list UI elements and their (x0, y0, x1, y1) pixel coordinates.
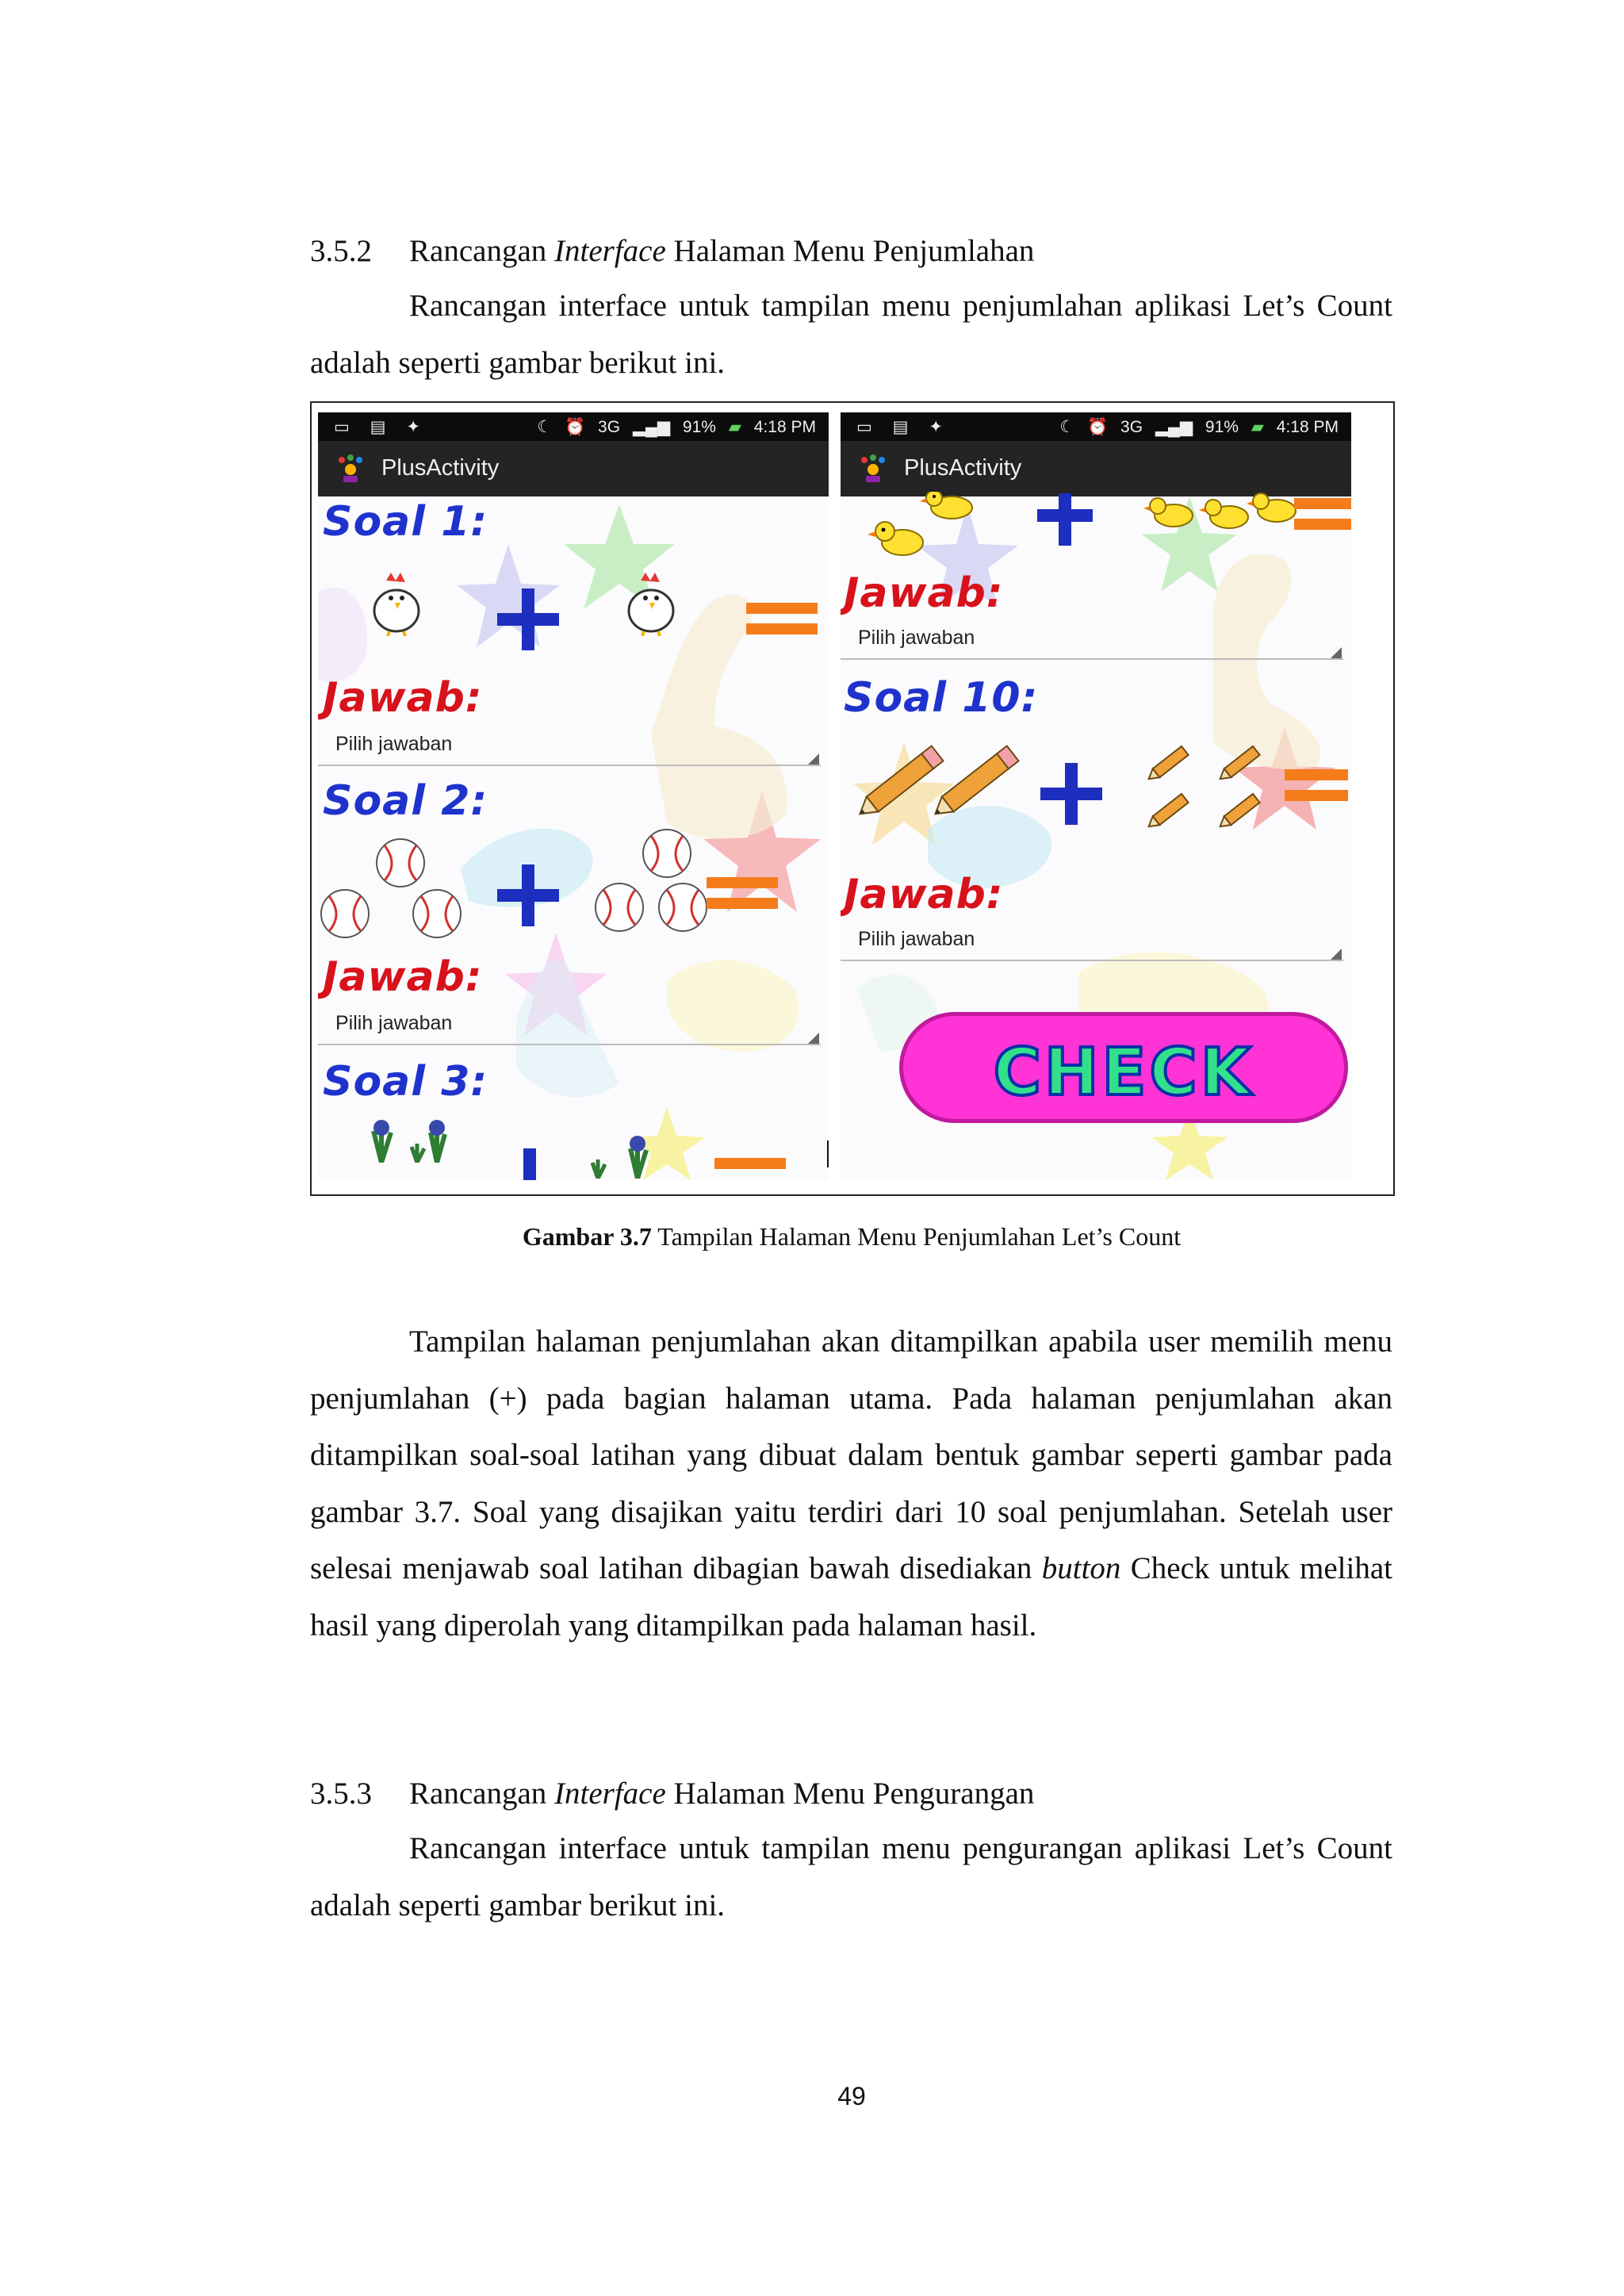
plus-icon (1037, 760, 1105, 828)
app-logo-icon (858, 454, 888, 484)
answer-1-dropdown[interactable] (318, 730, 821, 766)
caption-label: Gambar 3.7 (522, 1222, 652, 1251)
network-label: 3G (1120, 418, 1143, 436)
quiz-content[interactable] (318, 496, 829, 1180)
paragraph-text-b: Check untuk melihat hasil yang diperolah yang ditampilkan pada halaman hasil. (310, 1551, 1392, 1642)
answer-1-label: Jawab: (323, 674, 483, 722)
equals-icon-partial (714, 1155, 786, 1174)
equals-icon (707, 874, 778, 914)
phone-screen-left (318, 412, 829, 1180)
app-title: PlusActivity (904, 455, 1022, 481)
paragraph-text-a: Tampilan halaman penjumlahan akan ditampilkan apabila user memilih menu penjumlahan (+) pada bagian halaman utama. Pada halaman penjumlahan akan ditampilkan soal-soal latihan yang dibuat dalam bentuk gambar seperti gambar pada gambar 3.7. Soal yang disajikan yaitu terdiri dari 10 soal penjumlahan. Setelah user selesai menjawab soal latihan dibagian bawah disediakan (310, 1324, 1392, 1585)
signal-icon: ▂▄▆ (632, 418, 671, 436)
app-bar (841, 441, 1351, 496)
heading-text-pre: Rancangan (409, 1777, 555, 1811)
battery-icon: ▰ (1251, 418, 1264, 436)
body-paragraph (310, 1313, 1392, 1654)
dropdown-placeholder: Pilih jawaban (335, 733, 453, 755)
answer-10-label: Jawab: (844, 871, 1004, 918)
clock: 4:18 PM (753, 418, 816, 436)
figure-caption (0, 1219, 1624, 1254)
section-intro-3-5-2: Rancangan interface untuk tampilan menu penjumlahan aplikasi Let’s Count adalah seperti gambar berikut ini. (310, 289, 1392, 380)
status-bar (318, 412, 829, 441)
battery-percent: 91% (1205, 418, 1239, 436)
plus-icon (494, 861, 562, 930)
notification-icons: ▭ ▤ ✦ (334, 418, 428, 436)
heading-text-em: Interface (554, 1777, 666, 1811)
answer-9-dropdown[interactable] (841, 623, 1343, 660)
dropdown-arrow-icon (1331, 647, 1342, 658)
dropdown-placeholder: Pilih jawaban (335, 1012, 453, 1034)
dropdown-placeholder: Pilih jawaban (858, 627, 975, 649)
app-bar (318, 441, 829, 496)
chicken-icon (369, 571, 424, 636)
section-intro-3-5-3: Rancangan interface untuk tampilan menu pengurangan aplikasi Let’s Count adalah seperti gambar berikut ini. (310, 1831, 1392, 1922)
section-number: 3.5.3 (310, 1777, 372, 1811)
paragraph-text-em: button (1041, 1551, 1121, 1585)
caption-text: Tampilan Halaman Menu Penjumlahan Let’s Count (651, 1222, 1182, 1251)
signal-icon: ▂▄▆ (1155, 418, 1193, 436)
equals-icon (1294, 496, 1351, 536)
alarm-icon: ⏰ (1087, 418, 1109, 436)
clock: 4:18 PM (1276, 418, 1339, 436)
chicken-icon (623, 571, 679, 636)
status-right (1051, 417, 1339, 437)
heading-text-pre: Rancangan (409, 234, 555, 268)
answer-10-dropdown[interactable] (841, 925, 1343, 961)
answer-2-dropdown[interactable] (318, 1009, 821, 1045)
equals-icon (1285, 766, 1348, 806)
answer-2-label: Jawab: (323, 953, 483, 1001)
status-bar (841, 412, 1351, 441)
figure-screenshots (310, 401, 1395, 1196)
equals-icon (746, 600, 818, 639)
section-heading-3-5-3 (310, 1773, 1034, 1815)
phone-screen-right (841, 412, 1351, 1180)
answer-9-label: Jawab: (844, 569, 1004, 617)
question-2-label: Soal 2: (323, 777, 488, 825)
heading-text-post: Halaman Menu Pengurangan (665, 1777, 1035, 1811)
section-heading-3-5-2 (310, 231, 1034, 272)
moon-icon: ☾ (537, 418, 553, 436)
pencil-group-icon (852, 741, 1026, 828)
question-10-label: Soal 10: (844, 674, 1039, 722)
dropdown-arrow-icon (808, 753, 819, 765)
question-3-label: Soal 3: (323, 1058, 488, 1106)
small-pencil-group-icon (1139, 739, 1281, 834)
duck-group-icon (864, 492, 991, 563)
plus-icon-partial (520, 1148, 539, 1180)
section-number: 3.5.2 (310, 234, 372, 268)
question-1-label: Soal 1: (323, 498, 488, 546)
notification-icons: ▭ ▤ ✦ (856, 418, 951, 436)
network-label: 3G (598, 418, 621, 436)
app-logo-icon (335, 454, 366, 484)
check-button[interactable] (899, 1012, 1348, 1123)
dropdown-arrow-icon (1331, 949, 1342, 960)
text-cursor (827, 1140, 829, 1167)
plus-icon (1037, 493, 1093, 546)
alarm-icon: ⏰ (565, 418, 586, 436)
heading-text-post: Halaman Menu Penjumlahan (665, 234, 1035, 268)
plant-icon (578, 1131, 665, 1179)
moon-icon: ☾ (1059, 418, 1075, 436)
page-number: 49 (837, 2082, 866, 2110)
dropdown-placeholder: Pilih jawaban (858, 928, 975, 950)
plus-icon (494, 585, 562, 654)
duck-group-icon (1142, 492, 1300, 539)
plant-icon (358, 1115, 453, 1163)
battery-percent: 91% (682, 418, 716, 436)
status-right (529, 417, 816, 437)
battery-icon: ▰ (728, 418, 741, 436)
baseball-group-icon (564, 825, 730, 944)
dropdown-arrow-icon (808, 1033, 819, 1044)
check-button-label: CHECK (993, 1035, 1254, 1110)
app-title: PlusActivity (381, 455, 500, 481)
heading-text-em: Interface (554, 234, 666, 268)
baseball-group-icon (318, 834, 485, 953)
quiz-content[interactable] (841, 496, 1351, 1180)
